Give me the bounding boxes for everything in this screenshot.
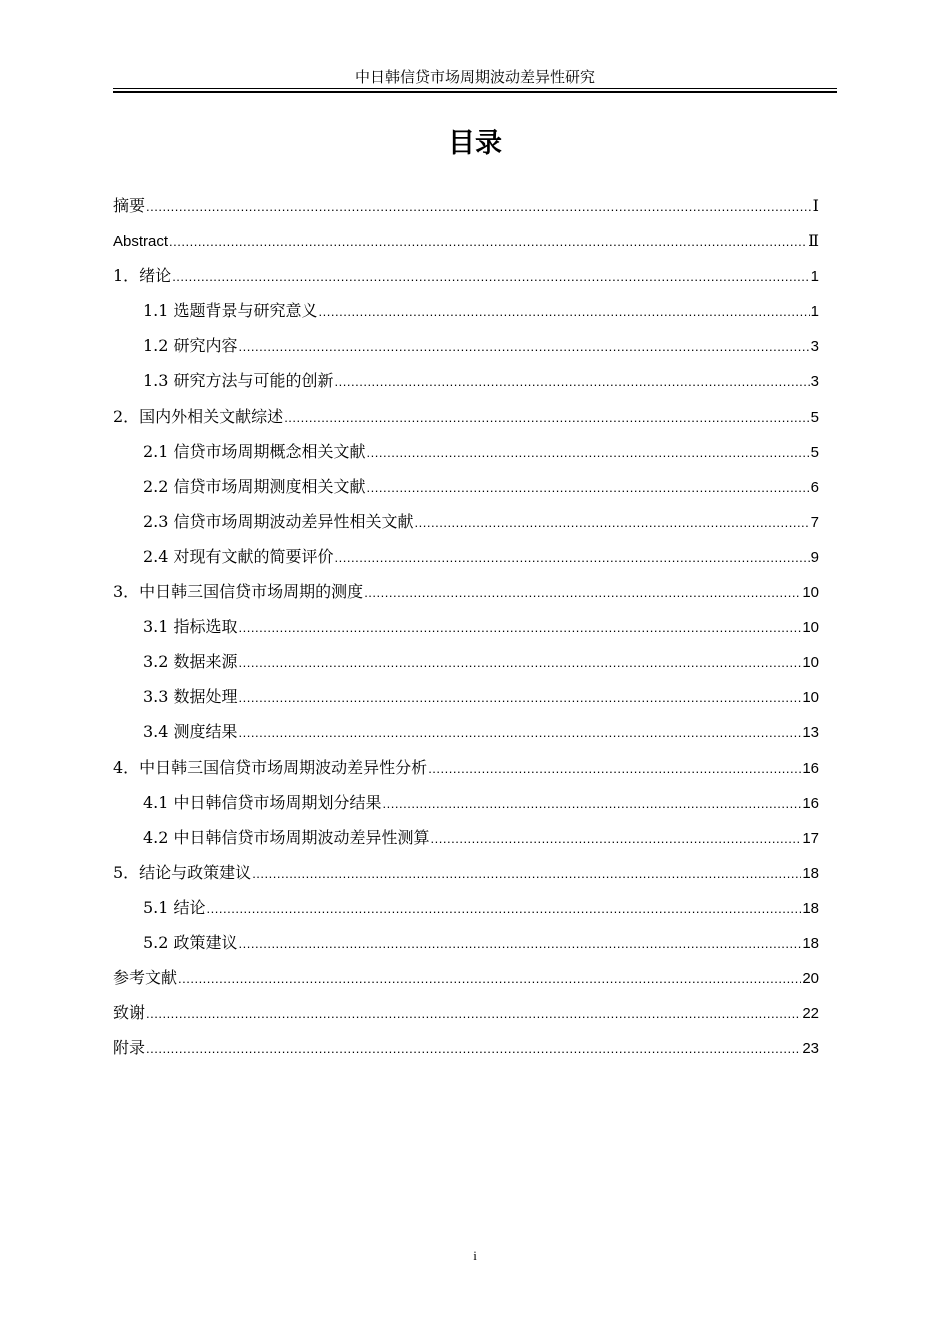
table-of-contents (113, 188, 819, 1065)
toc-leader-dots (239, 645, 802, 680)
toc-leader-dots (239, 715, 802, 750)
toc-entry-section-4-1[interactable] (113, 785, 819, 820)
toc-entry-label: 1.1 选题背景与研究意义 (143, 301, 318, 321)
toc-entry-label: 3.4 测度结果 (143, 722, 238, 742)
toc-entry-label: 3.1 指标选取 (143, 617, 238, 637)
toc-entry-label: 4.2 中日韩信贷市场周期波动差异性测算 (143, 827, 430, 847)
toc-entry-page: Ⅱ (808, 231, 819, 251)
toc-leader-dots (239, 610, 802, 645)
toc-entry-label: 致谢 (113, 1003, 146, 1023)
toc-entry-label: 2.2 信贷市场周期测度相关文献 (143, 476, 366, 496)
toc-leader-dots (284, 400, 809, 435)
toc-entry-chapter-2[interactable] (113, 399, 819, 434)
toc-entry-section-3-4[interactable] (113, 714, 819, 749)
toc-entry-page: 18 (802, 899, 819, 917)
toc-entry-page: 10 (802, 584, 819, 602)
toc-entry-section-5-1[interactable] (113, 890, 819, 925)
toc-entry-page: 10 (802, 619, 819, 637)
toc-entry-label: 4．中日韩三国信贷市场周期波动差异性分析 (113, 757, 428, 777)
toc-entry-section-4-2[interactable] (113, 820, 819, 855)
toc-entry-label: 参考文献 (113, 968, 178, 988)
toc-entry-label: 2．国内外相关文献综述 (113, 406, 284, 426)
toc-entry-section-2-4[interactable] (113, 539, 819, 574)
toc-leader-dots (367, 435, 810, 470)
header-double-rule (113, 88, 837, 93)
toc-entry-page: 1 (810, 268, 819, 286)
toc-entry-label: 1.2 研究内容 (143, 336, 238, 356)
toc-entry-label: 5．结论与政策建议 (113, 862, 252, 882)
toc-entry-chapter-4[interactable] (113, 750, 819, 785)
toc-entry-page: 7 (810, 513, 819, 531)
toc-entry-page: Ⅰ (812, 196, 819, 215)
toc-entry-page: 3 (810, 338, 819, 356)
toc-entry-label: 2.1 信贷市场周期概念相关文献 (143, 441, 366, 461)
toc-entry-chapter-5[interactable] (113, 855, 819, 890)
toc-entry-page: 18 (802, 934, 819, 952)
toc-entry-label: 3.2 数据来源 (143, 652, 238, 672)
toc-entry-section-5-2[interactable] (113, 925, 819, 960)
toc-entry-label: 5.1 结论 (143, 897, 206, 917)
toc-entry-chapter-3[interactable] (113, 574, 819, 609)
toc-entry-page: 5 (810, 408, 819, 426)
toc-entry-page: 17 (802, 829, 819, 847)
toc-entry-label: 5.2 政策建议 (143, 932, 238, 952)
toc-entry-page: 1 (810, 303, 819, 321)
toc-leader-dots (252, 856, 801, 891)
toc-entry-page: 20 (802, 970, 819, 988)
toc-entry-references[interactable] (113, 960, 819, 995)
toc-entry-page: 10 (802, 654, 819, 672)
toc-leader-dots (415, 505, 810, 540)
toc-leader-dots (364, 575, 801, 610)
toc-entry-acknowledgements[interactable] (113, 995, 819, 1030)
toc-entry-page: 18 (802, 864, 819, 882)
toc-entry-page: 9 (810, 548, 819, 566)
toc-leader-dots (335, 540, 810, 575)
toc-entry-section-1-1[interactable] (113, 293, 819, 328)
toc-leader-dots (146, 1031, 801, 1066)
toc-entry-label: 3.3 数据处理 (143, 687, 238, 707)
toc-leader-dots (335, 364, 810, 399)
toc-entry-chapter-1[interactable] (113, 258, 819, 293)
toc-leader-dots (431, 821, 802, 856)
toc-leader-dots (169, 224, 807, 259)
toc-entry-page: 22 (802, 1005, 819, 1023)
toc-entry-page: 10 (802, 689, 819, 707)
toc-leader-dots (172, 259, 809, 294)
toc-entry-abstract-cn[interactable] (113, 188, 819, 223)
toc-entry-section-3-1[interactable] (113, 609, 819, 644)
toc-entry-section-2-3[interactable] (113, 504, 819, 539)
toc-leader-dots (146, 996, 801, 1031)
toc-entry-page: 6 (810, 478, 819, 496)
toc-entry-abstract-en[interactable] (113, 223, 819, 258)
toc-leader-dots (367, 470, 810, 505)
toc-title: 目录 (448, 128, 502, 159)
toc-entry-label: Abstract (113, 233, 169, 251)
toc-entry-page: 3 (810, 373, 819, 391)
toc-entry-section-3-2[interactable] (113, 644, 819, 679)
toc-leader-dots (239, 926, 802, 961)
toc-entry-section-2-1[interactable] (113, 434, 819, 469)
toc-entry-section-2-2[interactable] (113, 469, 819, 504)
toc-entry-page: 16 (802, 794, 819, 812)
page-number: i (473, 1248, 477, 1263)
toc-entry-appendix[interactable] (113, 1030, 819, 1065)
toc-entry-page: 5 (810, 443, 819, 461)
toc-leader-dots (428, 751, 801, 786)
toc-entry-section-1-3[interactable] (113, 363, 819, 398)
toc-leader-dots (178, 961, 801, 996)
toc-leader-dots (383, 786, 802, 821)
toc-entry-section-1-2[interactable] (113, 328, 819, 363)
toc-entry-page: 16 (802, 759, 819, 777)
toc-leader-dots (319, 294, 810, 329)
toc-entry-label: 3．中日韩三国信贷市场周期的测度 (113, 582, 364, 602)
toc-entry-label: 附录 (113, 1038, 146, 1058)
toc-entry-label: 2.3 信贷市场周期波动差异性相关文献 (143, 511, 414, 531)
running-header: 中日韩信贷市场周期波动差异性研究 (354, 68, 595, 86)
toc-entry-label: 2.4 对现有文献的简要评价 (143, 546, 334, 566)
toc-entry-label: 摘要 (113, 196, 146, 215)
toc-entry-page: 23 (802, 1040, 819, 1058)
toc-entry-page: 13 (802, 724, 819, 742)
toc-leader-dots (146, 189, 812, 224)
toc-leader-dots (239, 329, 810, 364)
toc-entry-label: 1．绪论 (113, 266, 172, 286)
toc-entry-label: 1.3 研究方法与可能的创新 (143, 371, 334, 391)
toc-leader-dots (207, 891, 802, 926)
toc-leader-dots (239, 680, 802, 715)
toc-entry-label: 4.1 中日韩信贷市场周期划分结果 (143, 792, 382, 812)
toc-entry-section-3-3[interactable] (113, 679, 819, 714)
